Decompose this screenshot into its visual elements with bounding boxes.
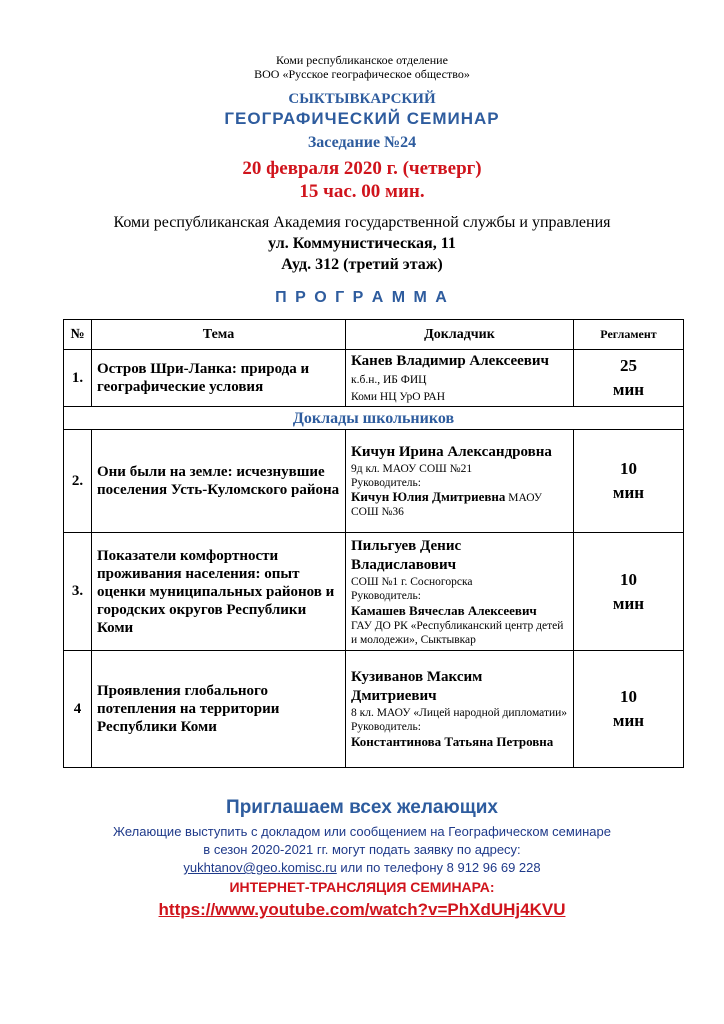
broadcast-label: ИНТЕРНЕТ-ТРАНСЛЯЦИЯ СЕМИНАРА:: [229, 879, 495, 895]
section-row: [64, 407, 684, 430]
session-time: 15 час. 00 мин.: [299, 181, 425, 202]
table-header-row: [64, 320, 684, 350]
supervisor-name: Камашев Вячеслав Алексеевич: [351, 602, 537, 618]
row-theme: Показатели комфортности проживания населения: опыт оценки муниципальных районов и городских округов Республики Коми: [92, 533, 346, 651]
seminar-city: СЫКТЫВКАРСКИЙ: [288, 91, 436, 107]
speaker-degree: к.б.н., ИБ ФИЦ: [351, 373, 427, 386]
row-number: 1.: [64, 350, 92, 407]
row-number: 3.: [64, 533, 92, 651]
header-speaker: Докладчик: [346, 320, 574, 350]
supervisor-label: Руководитель:: [351, 477, 421, 489]
reg-value: 10: [620, 459, 637, 478]
row-theme: Остров Шри-Ланка: природа и географические условия: [92, 350, 346, 407]
org-line-1: Коми республиканское отделение: [276, 53, 448, 67]
table-row: [64, 350, 684, 407]
speaker-org: Коми НЦ УрО РАН: [351, 390, 446, 403]
row-reg: [574, 651, 684, 768]
phone-text: или по телефону 8 912 96 69 228: [336, 860, 541, 875]
supervisor-name: Константинова Татьяна Петровна: [351, 734, 554, 749]
table-row: [64, 651, 684, 768]
speaker-org: 8 кл. МАОУ «Лицей народной дипломатии»: [351, 707, 568, 719]
row-speaker: [346, 430, 574, 533]
speaker-name: Канев Владимир Алексеевич: [351, 352, 549, 369]
supervisor-org: МАОУ СОШ №36: [351, 492, 542, 518]
supervisor-org: ГАУ ДО РК «Республиканский центр детей и молодежи», Сыктывкар: [351, 619, 564, 646]
reg-value: 25: [620, 356, 637, 375]
broadcast-line: [0, 900, 724, 920]
session-number: Заседание №24: [307, 134, 417, 151]
venue-room: Ауд. 312 (третий этаж): [281, 256, 443, 273]
venue-name: Коми республиканская Академия государственной службы и управления: [113, 214, 611, 231]
program-heading: П Р О Г Р А М М А: [275, 289, 449, 306]
row-number: 2.: [64, 430, 92, 533]
speaker-name: Кузиванов Максим Дмитриевич: [351, 669, 483, 704]
contact-line: [0, 860, 724, 875]
email-link[interactable]: yukhtanov@geo.komisc.ru: [183, 860, 337, 875]
reg-unit: мин: [612, 380, 645, 399]
section-label: Доклады школьников: [64, 407, 684, 430]
reg-value: 10: [620, 687, 637, 706]
venue-street: ул. Коммунистическая, 11: [268, 235, 456, 252]
session-date: 20 февраля 2020 г. (четверг): [242, 158, 482, 179]
org-line-2: ВОО «Русское географическое общество»: [254, 67, 470, 81]
table-row: [64, 430, 684, 533]
row-speaker: [346, 533, 574, 651]
invite-line-2: в сезон 2020-2021 гг. могут подать заявку по адресу:: [203, 842, 521, 857]
row-theme: Проявления глобального потепления на территории Республики Коми: [92, 651, 346, 768]
row-reg: [574, 430, 684, 533]
seminar-title: ГЕОГРАФИЧЕСКИЙ СЕМИНАР: [224, 109, 500, 128]
reg-unit: мин: [612, 593, 645, 613]
reg-unit: мин: [612, 711, 645, 730]
header-reg: Регламент: [574, 320, 684, 350]
supervisor-label: Руководитель:: [351, 589, 421, 602]
speaker-org: СОШ №1 г. Сосногорска: [351, 575, 473, 588]
row-speaker: [346, 350, 574, 407]
header-theme: Тема: [92, 320, 346, 350]
table-row: [64, 533, 684, 651]
speaker-org: 9д кл. МАОУ СОШ №21: [351, 463, 473, 475]
reg-unit: мин: [612, 483, 645, 502]
row-number: 4: [64, 651, 92, 768]
speaker-name: Кичун Ирина Александровна: [351, 444, 552, 460]
row-reg: [574, 350, 684, 407]
row-theme: Они были на земле: исчезнувшие поселения Усть-Куломского района: [92, 430, 346, 533]
row-speaker: [346, 651, 574, 768]
reg-value: 10: [620, 569, 637, 589]
program-table: [63, 319, 684, 768]
supervisor-name: Кичун Юлия Дмитриевна: [351, 489, 506, 504]
row-reg: [574, 533, 684, 651]
supervisor-label: Руководитель:: [351, 721, 421, 733]
youtube-link[interactable]: https://www.youtube.com/watch?v=PhXdUHj4KVU: [158, 900, 566, 919]
invite-heading: Приглашаем всех желающих: [226, 797, 498, 818]
invite-line-1: Желающие выступить с докладом или сообщением на Географическом семинаре: [113, 824, 611, 839]
speaker-name: Пильгуев Денис Владиславович: [351, 537, 462, 573]
header-num: №: [64, 320, 92, 350]
